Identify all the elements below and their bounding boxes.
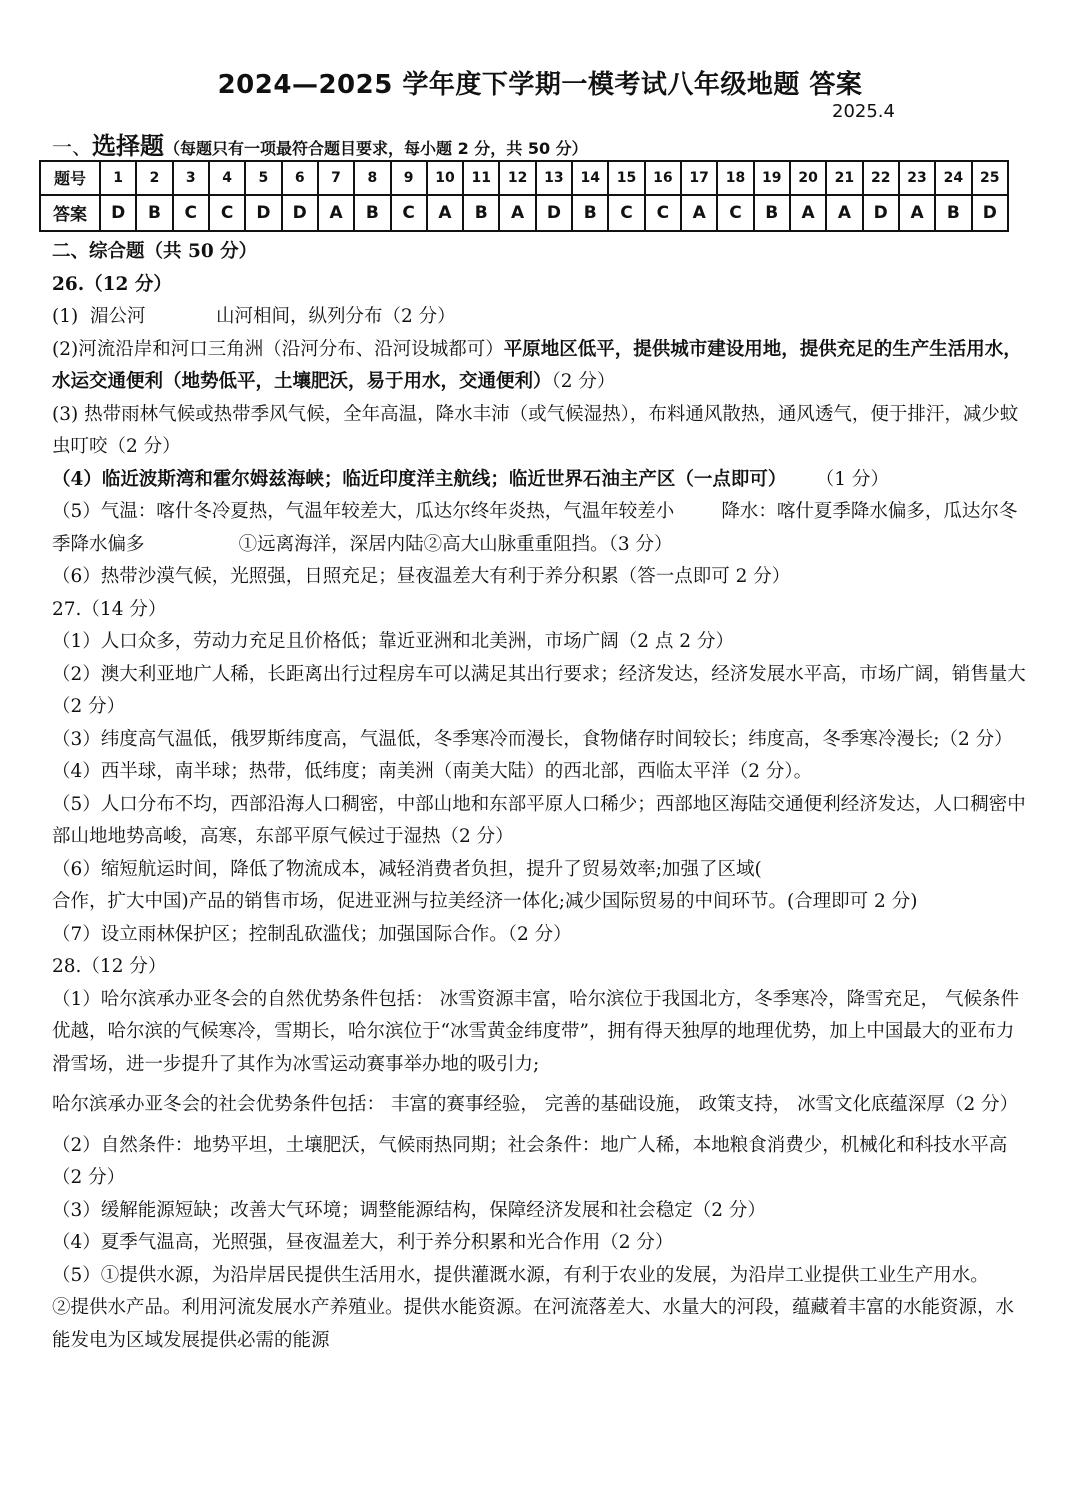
question-number-cell: 20 <box>790 161 826 195</box>
answer-cell: B <box>935 195 971 231</box>
question-number-cell: 8 <box>354 161 390 195</box>
q27-part4: （4）西半球，南半球；热带，低纬度；南美洲（南美大陆）的西北部，西临太平洋（2 分）。 <box>52 761 813 782</box>
q27-part6-line2: 合作，扩大中国)产品的销售市场，促进亚洲与拉美经济一体化;减少国际贸易的中间环节。(合理即可 2 分) <box>52 891 918 912</box>
composite-section <box>52 236 1032 1357</box>
section-choice-note: （每题只有一项最符合题目要求，每小题 2 分，共 50 分） <box>164 139 588 158</box>
question-number-cell: 7 <box>318 161 354 195</box>
q28-part5-a: （5）①提供水源，为沿岸居民提供生活用水，提供灌溉水源，有利于农业的发展，为沿岸工业提供工业生产用水。 <box>52 1264 989 1286</box>
q27-heading: 27.（14 分） <box>52 598 167 620</box>
q26-part2-a: (2)河流沿岸和河口三角洲（沿河分布、沿河设城都可） <box>52 338 504 360</box>
question-number-cell: 17 <box>681 161 717 195</box>
question-number-cell: 1 <box>100 161 136 195</box>
question-number-cell: 9 <box>391 161 427 195</box>
answer-cell: D <box>100 195 136 231</box>
q26-part2 <box>52 334 1032 399</box>
answer-cell: D <box>282 195 318 231</box>
question-number-cell: 5 <box>245 161 281 195</box>
answer-cell: A <box>826 195 862 231</box>
q28-part3: （3）缓解能源短缺；改善大气环境；调整能源结构，保障经济发展和社会稳定（2 分） <box>52 1199 766 1221</box>
question-number-cell: 18 <box>717 161 753 195</box>
question-number-cell: 13 <box>536 161 572 195</box>
q27-part1: （1）人口众多，劳动力充足且价格低；靠近亚洲和北美洲，市场广阔（2 点 2 分） <box>52 631 734 652</box>
q27-part6-line1: （6）缩短航运时间，降低了物流成本，减轻消费者负担，提升了贸易效率;加强了区域( <box>52 858 762 880</box>
answer-cell: A <box>899 195 935 231</box>
answer-cell: C <box>173 195 209 231</box>
q28-part4: （4）夏季气温高，光照强，昼夜温差大，利于养分积累和光合作用（2 分） <box>52 1232 674 1253</box>
answer-cell: B <box>354 195 390 231</box>
answer-cell: A <box>499 195 535 231</box>
question-number-cell: 15 <box>608 161 644 195</box>
answer-cell: A <box>427 195 463 231</box>
row-label-answer: 答案 <box>40 195 100 231</box>
question-number-cell: 24 <box>935 161 971 195</box>
answer-cell: A <box>318 195 354 231</box>
answer-cell: C <box>717 195 753 231</box>
section-composite-heading: 二、综合题（共 50 分） <box>52 241 258 262</box>
answer-cell: D <box>245 195 281 231</box>
q26-heading: 26.（12 分） <box>52 273 172 295</box>
answer-cell: A <box>681 195 717 231</box>
answer-row <box>40 195 1008 231</box>
answer-table <box>39 160 1009 232</box>
question-number-cell: 3 <box>173 161 209 195</box>
question-number-cell: 16 <box>645 161 681 195</box>
question-number-cell: 23 <box>899 161 935 195</box>
question-number-cell: 4 <box>209 161 245 195</box>
row-label-number: 题号 <box>40 161 100 195</box>
question-number-cell: 21 <box>826 161 862 195</box>
q28-part5-b: ②提供水产品。利用河流发展水产养殖业。提供水能资源。在河流落差大、水量大的河段，蕴藏着丰富的水能资源，水能发电为区域发展提供必需的能源 <box>52 1297 1015 1351</box>
q28-part1-natural: （1）哈尔滨承办亚冬会的自然优势条件包括： 冰雪资源丰富，哈尔滨位于我国北方，冬季寒冷，降雪充足， 气候条件优越，哈尔滨的气候寒冷，雪期长，哈尔滨位于“冰雪黄金纬度带”，拥有得天独厚的地理优势，加上中国最大的亚布力滑雪场，进一步提升了其作为冰雪运动赛事举办地的吸引力; <box>52 988 1020 1075</box>
q28-heading: 28.（12 分） <box>52 956 167 977</box>
q26-part6: （6）热带沙漠气候，光照强，日照充足；昼夜温差大有利于养分积累（答一点即可 2 分） <box>52 566 791 587</box>
q26-part4-a: （4）临近波斯湾和霍尔姆兹海峡；临近印度洋主航线；临近世界石油主产区（一点即可） <box>52 468 787 490</box>
answer-cell: C <box>209 195 245 231</box>
q26-part2-b: 平原地区低平，提供城市建设用地，提供充足的生产生活用水，水运交通便利（地势低平，土壤肥沃，易于用水，交通便利） <box>52 338 1022 392</box>
q27-part2: （2）澳大利亚地广人稀，长距离出行过程房车可以满足其出行要求；经济发达，经济发展水平高，市场广阔，销售量大（2 分） <box>52 663 1026 717</box>
q26-part4-b: （1 分） <box>786 468 889 490</box>
answer-cell: B <box>136 195 172 231</box>
answer-cell: D <box>972 195 1009 231</box>
q26-part1: (1) 湄公河 山河相间，纵列分布（2 分） <box>52 306 456 327</box>
answer-cell: D <box>863 195 899 231</box>
answer-cell: B <box>572 195 608 231</box>
answer-cell: B <box>463 195 499 231</box>
answer-cell: D <box>536 195 572 231</box>
q26-part4 <box>52 464 1032 497</box>
answer-cell: B <box>754 195 790 231</box>
section-choice-name: 选择题 <box>92 132 164 160</box>
question-number-cell: 12 <box>499 161 535 195</box>
q26-part5: （5）气温：喀什冬冷夏热，气温年较差大，瓜达尔终年炎热，气温年较差小 降水：喀什夏季降水偏多，瓜达尔冬季降水偏多 ①远离海洋，深居内陆②高大山脉重重阻挡。（3 分） <box>52 501 1018 555</box>
q26-part2-c: （2 分） <box>551 371 616 392</box>
answer-cell: A <box>790 195 826 231</box>
question-number-cell: 10 <box>427 161 463 195</box>
question-number-cell: 2 <box>136 161 172 195</box>
question-number-cell: 14 <box>572 161 608 195</box>
q27-part7: （7）设立雨林保护区；控制乱砍滥伐；加强国际合作。（2 分） <box>52 923 572 945</box>
q27-part3: （3）纬度高气温低，俄罗斯纬度高，气温低，冬季寒冷而漫长，食物储存时间较长；纬度高，冬季寒冷漫长;（2 分） <box>52 728 1013 750</box>
exam-date: 2025.4 <box>832 101 895 122</box>
answer-cell: C <box>608 195 644 231</box>
question-number-cell: 25 <box>972 161 1009 195</box>
question-number-row <box>40 161 1008 195</box>
page-title: 2024—2025 学年度下学期一模考试八年级地题 答案 <box>217 70 863 100</box>
section-choice-heading <box>52 126 588 161</box>
question-number-cell: 19 <box>754 161 790 195</box>
question-number-cell: 22 <box>863 161 899 195</box>
section-choice-prefix: 一、 <box>52 135 92 159</box>
question-number-cell: 6 <box>282 161 318 195</box>
answer-cell: C <box>645 195 681 231</box>
q26-part3: (3) 热带雨林气候或热带季风气候，全年高温，降水丰沛（或气候湿热），布料通风散热，通风透气，便于排汗，减少蚊虫叮咬（2 分） <box>52 403 1019 457</box>
q28-part1-social: 哈尔滨承办亚冬会的社会优势条件包括： 丰富的赛事经验， 完善的基础设施， 政策支持， 冰雪文化底蕴深厚（2 分） <box>52 1094 1019 1115</box>
q28-part2: （2）自然条件：地势平坦，土壤肥沃，气候雨热同期；社会条件：地广人稀，本地粮食消费少，机械化和科技水平高（2 分） <box>52 1134 1008 1188</box>
q27-part5: （5）人口分布不均，西部沿海人口稠密，中部山地和东部平原人口稀少；西部地区海陆交通便利经济发达，人口稠密中部山地地势高峻，高寒，东部平原气候过于湿热（2 分） <box>52 793 1026 847</box>
answer-cell: C <box>391 195 427 231</box>
question-number-cell: 11 <box>463 161 499 195</box>
